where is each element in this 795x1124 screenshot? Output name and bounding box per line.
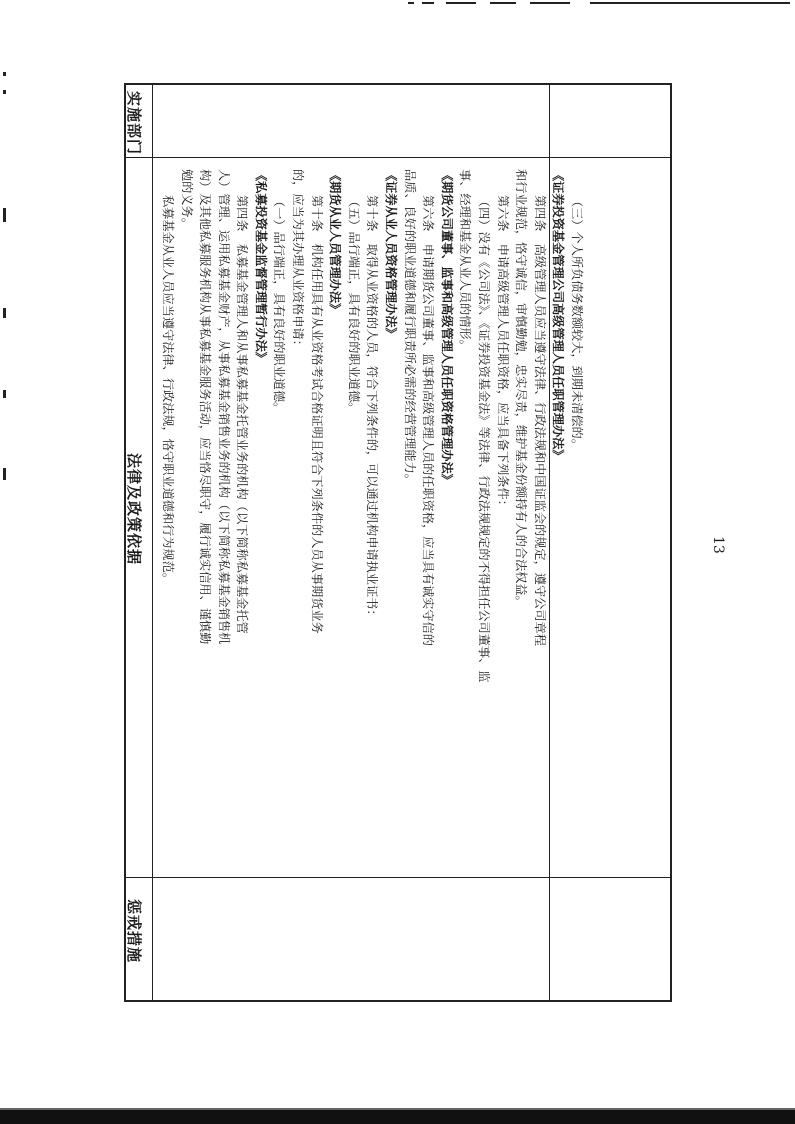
text-line: （五）品行端正，具有良好的职业道德。: [346, 195, 361, 415]
text-line: 品质、良好的职业道德和履行职责所必需的经营管理能力。: [402, 169, 417, 486]
regulation-title: 《期货从业人员管理办法》: [328, 169, 343, 316]
text-line: 人）管理、运用私募基金财产，从事私募基金销售业务的机构（以下简称私募基金销售机: [216, 169, 231, 645]
text-line: 事、经理和基金从业人员的情形。: [458, 169, 473, 352]
basis-content: [160, 169, 586, 1082]
text-line: 第六条 申请高级管理人员任职资格，应当具备下列条件：: [495, 195, 510, 512]
policy-table: [124, 83, 672, 1002]
text-line: 第十条 机构任用具有从业资格考试合格证明且符合下列条件的人员从事期货业务: [309, 195, 324, 634]
text-line: 第十条 取得从业资格的人员，符合下列条件的，可以通过机构申请执业证书：: [365, 195, 380, 622]
text-line: 第四条 私募基金管理人和从事私募基金托管业务的机构（以下简称私募基金托管: [235, 195, 250, 634]
page-number: 13: [710, 536, 726, 554]
row-divider-1: [152, 85, 153, 1000]
text-line: 勉的义务。: [179, 169, 194, 230]
regulation-title: 《期货公司董事、监事和高级管理人员任职资格管理办法》: [439, 169, 454, 486]
text-line: （三）个人所负债务数额较大，到期未清偿的。: [570, 195, 584, 451]
text-line: 构）及其他私募服务机构从事私募基金服务活动，应当恪尽职守，履行诚实信用、谨慎勤: [198, 169, 213, 645]
top-scan-marks: [300, 0, 795, 8]
text-line: 第四条 高级管理人员应当遵守法律、行政法规和中国证监会的规定，遵守公司章程: [532, 195, 547, 646]
text-line: 的，应当为其办理从业资格申请：: [291, 169, 306, 352]
header-divider-1: [126, 157, 670, 158]
text-line: 和行业规范，恪守诚信，审慎勤勉，忠实尽责，维护基金份额持有人的合法权益。: [514, 169, 529, 608]
regulation-title: 《证券投资基金管理公司高级管理人员任职管理办法》: [551, 169, 566, 462]
text-line: 第六条 申请期货公司董事、监事和高级管理人员的任职资格，应当具有诚实守信的: [421, 195, 436, 646]
text-line: （四）没有《公司法》、《证券投资基金法》等法律、行政法规规定的不得担任公司董事、监: [477, 195, 492, 683]
scan-edge-bar: [0, 1110, 795, 1124]
header-basis: 法律及政策依据: [125, 453, 143, 566]
regulation-title: 《证券从业人员资格管理办法》: [384, 169, 399, 340]
left-scan-specks: [0, 60, 12, 520]
text-line: （一）品行端正，具有良好的职业道德。: [272, 195, 287, 415]
header-department: 实施部门: [125, 91, 143, 156]
header-measures: 惩戒措施: [125, 899, 143, 964]
text-line: 私募基金从业人员应当遵守法律、行政法规，恪守职业道德和行为规范。: [160, 195, 175, 585]
regulation-title: 《私募投资基金监督管理暂行办法》: [253, 169, 268, 364]
